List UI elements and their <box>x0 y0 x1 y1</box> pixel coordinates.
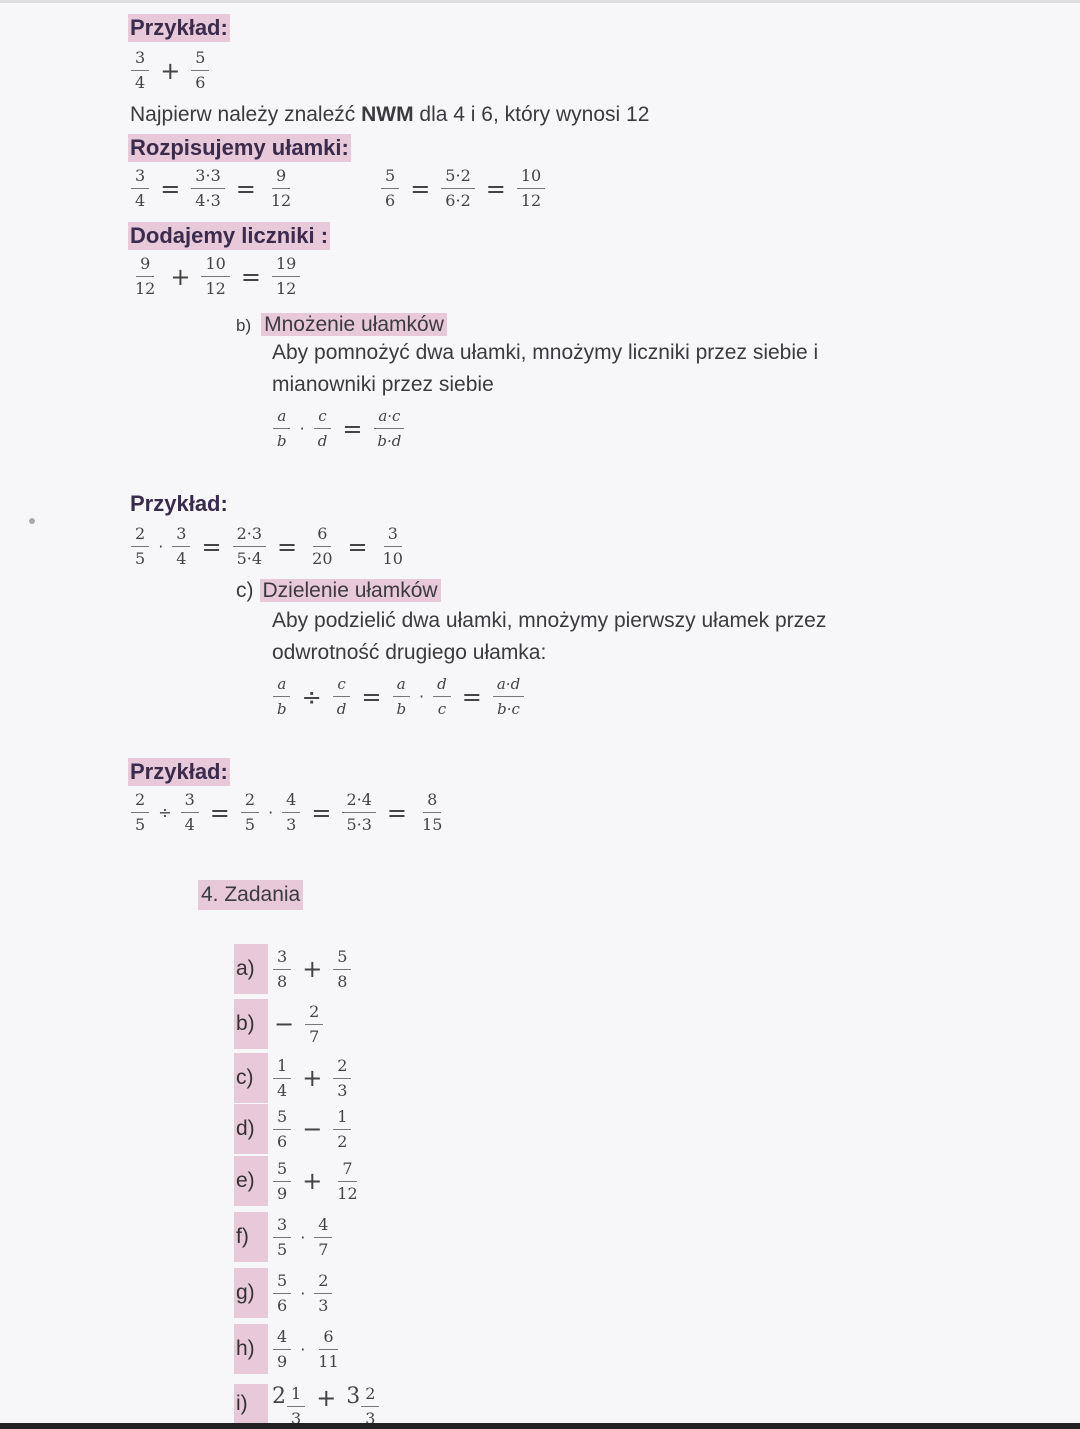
bottom-border <box>0 1423 1080 1429</box>
example-heading-3: Przykład: <box>130 759 228 784</box>
lcm-term: NWM <box>361 103 414 126</box>
task-label: b) <box>234 999 268 1049</box>
section-c-label: c) <box>236 579 254 602</box>
task-label: g) <box>234 1268 268 1318</box>
task-i: i) 2 $\frac{1}{3}$ + 3 $\frac{2}{3}$ <box>234 1378 384 1423</box>
example-heading-2: Przykład: <box>130 491 228 516</box>
division-formula: $\frac{a}{b}$ ÷ $\frac{c}{d}$ = $\frac{a}{b}$ · $\frac{d}{c}$ = $\frac{a\cdot d}{b\cdot c}$ <box>268 674 529 719</box>
expand-heading: Rozpisujemy ułamki: <box>130 135 349 160</box>
task-h: h) $\frac{4}{9}$ · $\frac{6}{11}$ <box>234 1324 348 1374</box>
example-expression-1 <box>126 48 214 93</box>
task-a: a) $\frac{3}{8}$ + $\frac{5}{8}$ <box>234 944 356 994</box>
task-label: i) <box>234 1384 268 1423</box>
expand-fraction-1: $\frac{3}{4}$ = $\frac{3\cdot 3}{4\cdot 3}$ = $\frac{9}{12}$ <box>126 166 300 211</box>
task-d: d) $\frac{5}{6}$ − $\frac{1}{2}$ <box>234 1104 356 1154</box>
tasks-heading: 4. Zadania <box>198 880 303 910</box>
section-c-line-1: Aby podzielić dwa ułamki, mnożymy pierwszy ułamek przez <box>272 609 827 632</box>
plus-operator: + <box>160 56 181 85</box>
add-numerators-heading: Dodajemy liczniki : <box>130 223 329 248</box>
task-label: h) <box>234 1324 268 1374</box>
example-expression-2: $\frac{2}{5}$ · $\frac{3}{4}$ = $\frac{2\cdot 3}{5\cdot 4}$ = $\frac{6}{20}$ = $\frac{3}{10}$ <box>126 524 412 569</box>
fraction: $\frac{5}{6}$ <box>191 48 209 93</box>
task-c: c) $\frac{1}{4}$ + $\frac{2}{3}$ <box>234 1053 356 1103</box>
section-b-label: b) <box>236 316 252 335</box>
section-b-line-1: Aby pomnożyć dwa ułamki, mnożymy liczniki przez siebie i <box>272 341 819 364</box>
section-b-header <box>236 310 447 341</box>
expand-fraction-2: $\frac{5}{6}$ = $\frac{5\cdot 2}{6\cdot 2}$ = $\frac{10}{12}$ <box>376 166 550 211</box>
task-b: b) − $\frac{2}{7}$ <box>234 999 328 1049</box>
lcm-sentence: Najpierw należy znaleźć NWM dla 4 i 6, który wynosi 12 <box>130 103 650 126</box>
task-g: g) $\frac{5}{6}$ · $\frac{2}{3}$ <box>234 1268 337 1318</box>
task-label: f) <box>234 1212 268 1262</box>
scan-speck <box>29 518 35 524</box>
task-label: e) <box>234 1156 268 1206</box>
section-c-line-2: odwrotność drugiego ułamka: <box>272 641 547 664</box>
multiplication-formula: $\frac{a}{b}$ · $\frac{c}{d}$ = $\frac{a\cdot c}{b\cdot d}$ <box>268 406 410 451</box>
example-expression-3: $\frac{2}{5}$ ÷ $\frac{3}{4}$ = $\frac{2}{5}$ · $\frac{4}{3}$ = $\frac{2\cdot 4}{5\cdot 3}$ = $\frac{8}{15}$ <box>126 790 451 835</box>
task-label: d) <box>234 1104 268 1154</box>
add-numerators-expression: $\frac{9}{12}$ + $\frac{10}{12}$ = $\frac{19}{12}$ <box>126 254 305 299</box>
example-heading-1: Przykład: <box>130 15 228 40</box>
top-border <box>0 0 1080 3</box>
task-f: f) $\frac{3}{5}$ · $\frac{4}{7}$ <box>234 1212 337 1262</box>
section-c-header <box>236 576 441 606</box>
section-b-title: Mnożenie ułamków <box>261 313 447 336</box>
section-b-line-2: mianowniki przez siebie <box>272 373 494 396</box>
task-label: a) <box>234 944 268 994</box>
task-label: c) <box>234 1053 268 1103</box>
section-c-title: Dzielenie ułamków <box>260 579 441 602</box>
fraction: $\frac{3}{4}$ <box>131 48 149 93</box>
task-e: e) $\frac{5}{9}$ + $\frac{7}{12}$ <box>234 1156 367 1206</box>
